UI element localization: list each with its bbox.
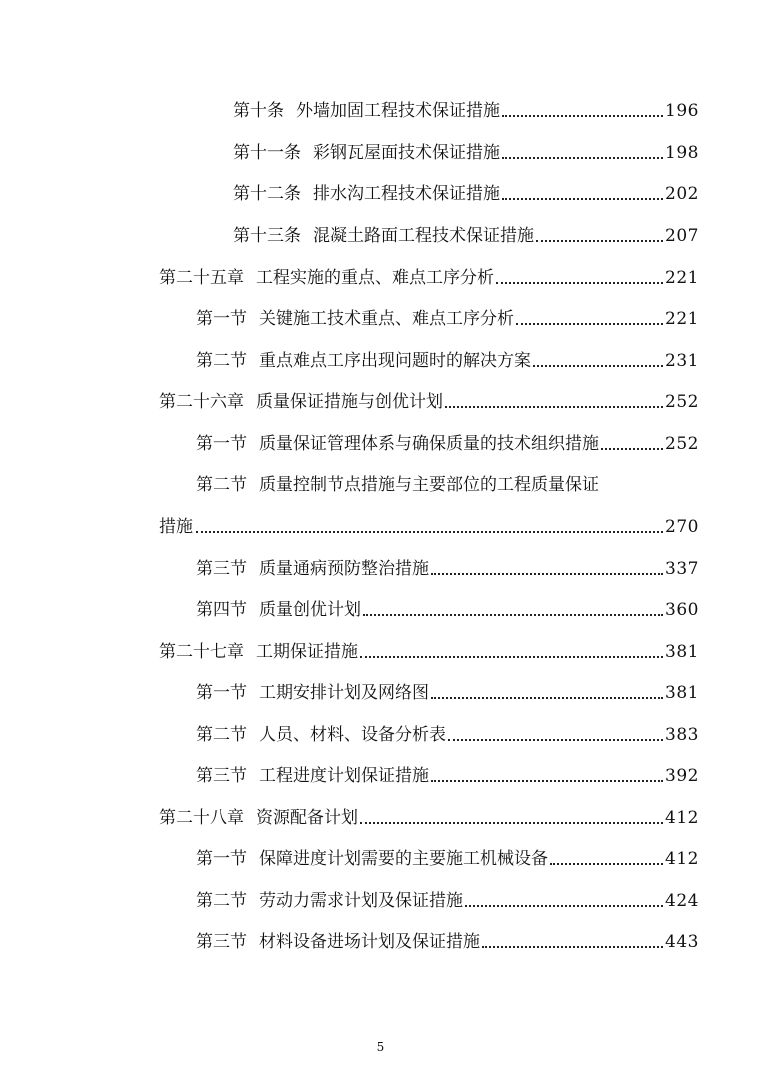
toc-entry-label: 第十二条 <box>233 184 301 204</box>
toc-entry-label: 第一节 <box>196 849 247 869</box>
dot-leader <box>496 282 663 284</box>
toc-entry[interactable] <box>233 218 699 248</box>
page-number: 5 <box>376 1040 385 1054</box>
toc-entry-label: 第十三条 <box>233 226 301 246</box>
dot-leader <box>601 448 663 450</box>
toc-entry-chapter[interactable] <box>159 634 699 664</box>
toc-entry-title: 质量控制节点措施与主要部位的工程质量保证 <box>259 475 599 495</box>
toc-entry-label: 第二十八章 <box>159 808 244 828</box>
toc-entry-title: 工期安排计划及网络图 <box>259 683 429 703</box>
toc-entry[interactable] <box>196 343 699 373</box>
toc-entry[interactable] <box>196 592 699 622</box>
toc-entry-continuation[interactable] <box>159 509 699 539</box>
dot-leader <box>533 365 663 367</box>
toc-entry[interactable] <box>196 301 699 331</box>
toc-entry-page: 424 <box>665 891 699 911</box>
dot-leader <box>536 240 663 242</box>
dot-leader <box>465 905 663 907</box>
toc-entry-label: 第二节 <box>196 475 247 495</box>
dot-leader <box>550 863 663 865</box>
toc-entry-page: 202 <box>665 184 699 204</box>
toc-entry-label: 第三节 <box>196 932 247 952</box>
dot-leader <box>363 614 663 616</box>
dot-leader <box>502 115 663 117</box>
toc-entry-title: 关键施工技术重点、难点工序分析 <box>259 309 514 329</box>
toc-entry-title: 彩钢瓦屋面技术保证措施 <box>313 143 500 163</box>
toc-entry-title: 质量创优计划 <box>259 600 361 620</box>
toc-entry-label: 第一节 <box>196 309 247 329</box>
toc-entry[interactable] <box>196 675 699 705</box>
toc-entry-label: 第四节 <box>196 600 247 620</box>
toc-entry[interactable] <box>196 841 699 871</box>
toc-entry-page: 337 <box>665 559 699 579</box>
toc-entry-title: 外墙加固工程技术保证措施 <box>296 101 500 121</box>
toc-entry-label: 第二十五章 <box>159 268 244 288</box>
toc-entry-chapter[interactable] <box>159 800 699 830</box>
toc-entry-page: 198 <box>665 143 699 163</box>
dot-leader <box>431 780 663 782</box>
toc-entry[interactable] <box>196 924 699 954</box>
toc-entry-page: 412 <box>665 808 699 828</box>
toc-entry-label: 第三节 <box>196 559 247 579</box>
toc-entry-page: 207 <box>665 226 699 246</box>
toc-entry[interactable] <box>196 717 699 747</box>
toc-entry-title: 人员、材料、设备分析表 <box>259 725 446 745</box>
toc-entry[interactable] <box>233 176 699 206</box>
dot-leader <box>448 739 663 741</box>
toc-entry-page: 381 <box>665 642 699 662</box>
toc-entry-title: 资源配备计划 <box>256 808 358 828</box>
toc-entry[interactable] <box>233 93 699 123</box>
toc-entry-title: 材料设备进场计划及保证措施 <box>259 932 480 952</box>
dot-leader <box>431 573 663 575</box>
dot-leader <box>360 656 663 658</box>
toc-entry-title: 工期保证措施 <box>256 642 358 662</box>
toc-entry[interactable] <box>196 551 699 581</box>
toc-entry[interactable] <box>196 426 699 456</box>
dot-leader <box>360 822 663 824</box>
dot-leader <box>482 946 663 948</box>
toc-entry-page: 196 <box>665 101 699 121</box>
toc-entry-title: 保障进度计划需要的主要施工机械设备 <box>259 849 548 869</box>
toc-entry-title: 劳动力需求计划及保证措施 <box>259 891 463 911</box>
toc-entry-page: 252 <box>665 392 699 412</box>
toc-entry-title: 质量保证管理体系与确保质量的技术组织措施 <box>259 434 599 454</box>
dot-leader <box>502 198 663 200</box>
toc-entry-page: 360 <box>665 600 699 620</box>
toc-entry[interactable] <box>196 758 699 788</box>
toc-entry-page: 412 <box>665 849 699 869</box>
toc-entry-label: 第二十七章 <box>159 642 244 662</box>
toc-entry-label: 第二节 <box>196 891 247 911</box>
toc-entry-title: 排水沟工程技术保证措施 <box>313 184 500 204</box>
dot-leader <box>516 323 663 325</box>
toc-entry[interactable] <box>196 467 699 497</box>
toc-entry-title: 重点难点工序出现问题时的解决方案 <box>259 351 531 371</box>
toc-entry-page: 443 <box>665 932 699 952</box>
toc-entry-page: 392 <box>665 766 699 786</box>
dot-leader <box>431 697 663 699</box>
toc-entry-label: 第十一条 <box>233 143 301 163</box>
toc-entry-label: 第一节 <box>196 434 247 454</box>
toc-entry-label: 第十条 <box>233 101 284 121</box>
toc-entry-page: 231 <box>665 351 699 371</box>
dot-leader <box>196 531 663 533</box>
toc-entry-chapter[interactable] <box>159 384 699 414</box>
dot-leader <box>445 406 663 408</box>
toc-entry-page: 252 <box>665 434 699 454</box>
toc-entry[interactable] <box>233 135 699 165</box>
toc-entry-label: 第二节 <box>196 725 247 745</box>
toc-entry-title: 质量通病预防整治措施 <box>259 559 429 579</box>
toc-entry-title: 措施 <box>159 517 193 537</box>
toc-entry-page: 221 <box>665 309 699 329</box>
toc-entry-page: 270 <box>665 517 699 537</box>
toc-entry-label: 第一节 <box>196 683 247 703</box>
dot-leader <box>502 157 663 159</box>
toc-entry-title: 工程进度计划保证措施 <box>259 766 429 786</box>
toc-entry-page: 383 <box>665 725 699 745</box>
toc-entry-page: 221 <box>665 268 699 288</box>
toc-entry[interactable] <box>196 883 699 913</box>
toc-entry-page: 381 <box>665 683 699 703</box>
toc-entry-label: 第二节 <box>196 351 247 371</box>
toc-entry-title: 工程实施的重点、难点工序分析 <box>256 268 494 288</box>
toc-entry-chapter[interactable] <box>159 260 699 290</box>
toc-entry-label: 第二十六章 <box>159 392 244 412</box>
toc-entry-label: 第三节 <box>196 766 247 786</box>
toc-entry-title: 质量保证措施与创优计划 <box>256 392 443 412</box>
toc-entry-title: 混凝土路面工程技术保证措施 <box>313 226 534 246</box>
